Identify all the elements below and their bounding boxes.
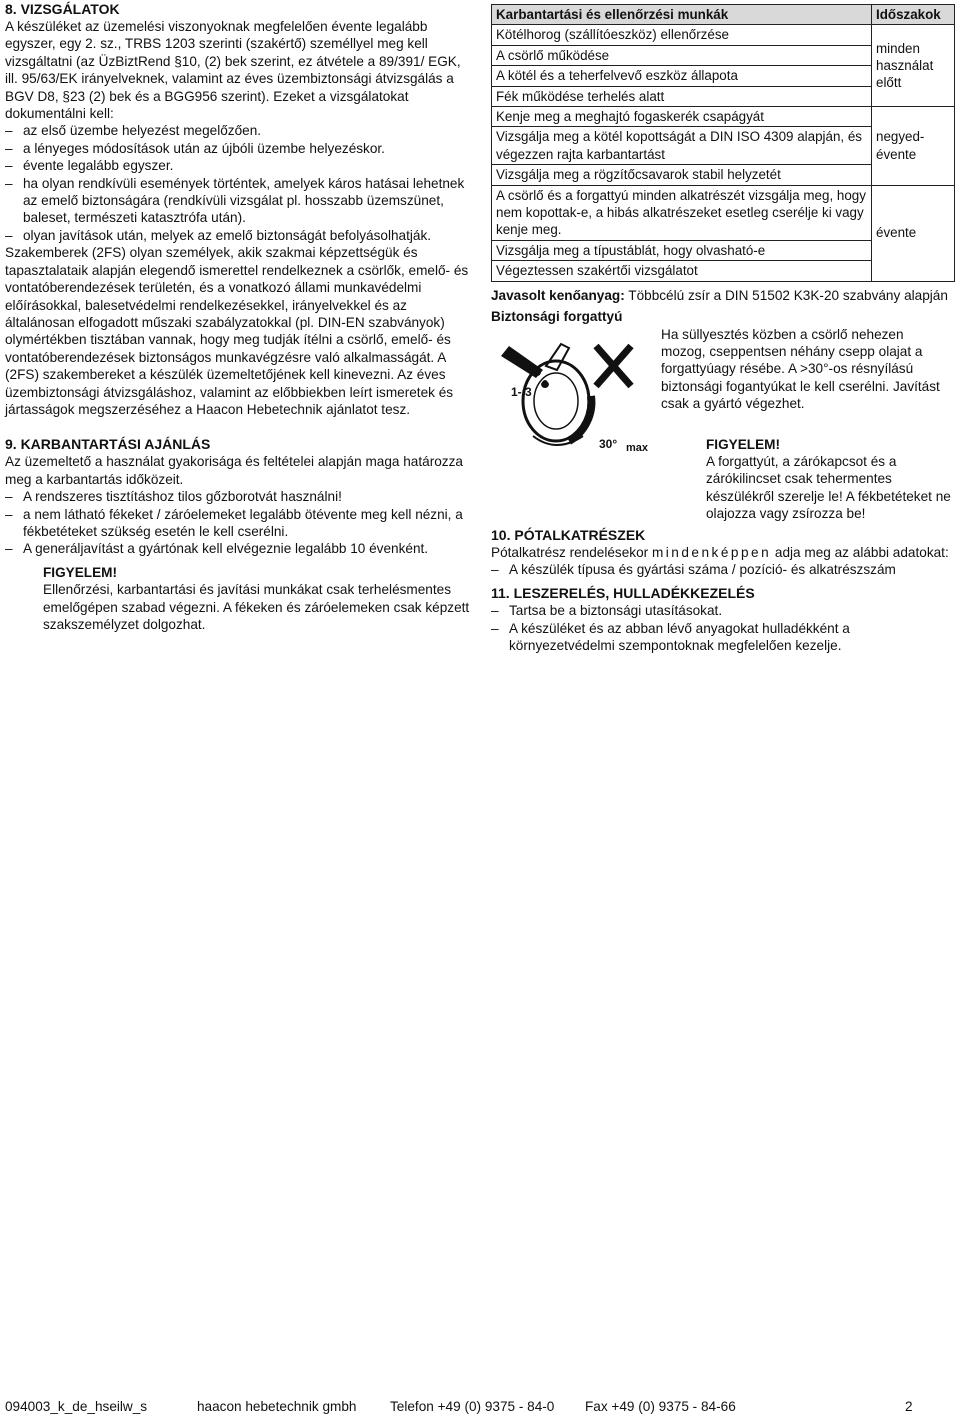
table-header-work: Karbantartási és ellenőrzési munkák: [492, 5, 872, 25]
table-cell: Kötélhorog (szállítóeszköz) ellenőrzése: [492, 25, 872, 45]
list-item: – Tartsa be a biztonsági utasításokat.: [491, 602, 955, 619]
section-8-list: [5, 122, 470, 244]
section-11-title: 11. LESZERELÉS, HULLADÉKKEZELÉS: [491, 585, 755, 602]
list-item: – A rendszeres tisztításhoz tilos gőzborotvát használni!: [5, 488, 470, 505]
table-header-period: Időszakok: [872, 5, 955, 25]
section-10-title: 10. PÓTALKATRÉSZEK: [491, 526, 646, 543]
warning-title: FIGYELEM!: [706, 436, 781, 452]
table-cell: Vizsgálja meg a kötél kopottságát a DIN ISO 4309 alapján, és végezzen rajta karbantartást: [492, 127, 872, 165]
footer-docid: 094003_k_de_hseilw_s: [5, 1399, 148, 1414]
list-item: – az első üzembe helyezést megelőzően.: [5, 122, 470, 139]
table-cell: Vizsgálja meg a rögzítőcsavarok stabil helyzetét: [492, 165, 872, 185]
list-item: – A generáljavítást a gyártónak kell elvégeznie legalább 10 évenként.: [5, 540, 470, 557]
footer-page-number: 2: [905, 1399, 913, 1414]
table-cell: Fék működése terhelés alatt: [492, 86, 872, 106]
list-item: – a lényeges módosítások után az újbóli üzembe helyezéskor.: [5, 140, 470, 157]
footer-company: haacon hebetechnik gmbh: [197, 1399, 357, 1414]
period-cell: minden használat előtt: [872, 25, 955, 107]
section-11-list: [491, 602, 955, 654]
safety-crank-title: Biztonsági forgattyú: [491, 309, 623, 325]
period-cell: negyed-évente: [872, 107, 955, 186]
table-cell: A kötél és a teherfelvevő eszköz állapota: [492, 66, 872, 86]
list-item: – A készüléket és az abban lévő anyagokat hulladékként a környezetvédelmi szempontoknak megfelelően kezelje.: [491, 620, 955, 655]
section-9-intro: Az üzemeltető a használat gyakorisága és feltételei alapján maga határozza meg a karbantartás időközeit.: [5, 454, 463, 487]
table-cell: A csörlő működése: [492, 45, 872, 65]
table-cell: Végeztessen szakértői vizsgálatot: [492, 261, 872, 281]
list-item: – évente legalább egyszer.: [5, 157, 470, 174]
section-10-intro-b: adja meg az alábbi adatokat:: [774, 544, 949, 560]
right-column: [491, 4, 955, 655]
section-10-intro-a: Pótalkatrész rendelésekor: [491, 544, 649, 560]
warning-text: Ellenőrzési, karbantartási és javítási munkákat csak terhelésmentes emelőgépen szabad végezni. A fékeken és záróelemeken csak képzett szakszemélyzet dolgozhat.: [43, 582, 470, 632]
section-10-list: [491, 561, 955, 578]
section-9-list: [5, 488, 470, 558]
section-9-warning: [5, 564, 470, 634]
section-10-emphasis: mindenképpen: [651, 544, 772, 560]
lubricant-text: Többcélú zsír a DIN 51502 K3K-20 szabvány alapján: [628, 287, 948, 303]
list-item: – ha olyan rendkívüli események történtek, amelyek káros hatásai lehetnek az emelő biztonságára (rendkívüli vizsgálat pl. hosszabb üzemszünet, baleset, természeti katasztrófa után).: [5, 175, 470, 227]
table-cell: A csörlő és a forgattyú minden alkatrészét vizsgálja meg, hogy nem kopottak-e, a hibás alkatrészeket esetleg cserélje ki vagy kenje meg.: [492, 185, 872, 240]
drops-label: 1- 3: [511, 384, 532, 399]
section-8-title: 8. VIZSGÁLATOK: [5, 1, 120, 17]
warning-text: A forgattyút, a zárókapcsot és a zárókilincset csak tehermentes készülékről szerelje le! A fékbetéteket ne olajozza vagy zsírozza be!: [706, 453, 951, 522]
oil-drop-icon: [541, 380, 549, 388]
safety-crank-text: Ha süllyesztés közben a csörlő nehezen mozog, cseppentsen néhány csepp olajat a forgattyúagy résébe. A >30°-os résnyílású biztonsági fogantyúkat le kell cserélni. Javítást csak a gyártó végezhet.: [661, 326, 940, 412]
section-8-intro: A készüléket az üzemelési viszonyoknak megfelelően évente legalább egyszer, egy 2. sz., TRBS 1203 szerinti (szakértő) személlyel meg kell vizsgáltatni (az ÜzBiztRend §10, (2) bek szerint, ez átvétele a 89/391/ EGK, ill. 95/63/EK irányelveknek, valamint az éves üzembiztonsági átvizsgálás a BGV D8, §23 (2) bek és a BGG956 szerint). Ezeket a vizsgálatokat dokumentálni kell:: [5, 19, 461, 122]
period-cell: évente: [872, 185, 955, 281]
lubricant-note: [491, 287, 955, 304]
footer-phone: Telefon +49 (0) 9375 - 84-0: [390, 1399, 555, 1414]
angle-label: 30°: [599, 436, 618, 451]
left-column: [5, 0, 470, 633]
table-cell: Vizsgálja meg a típustáblát, hogy olvasható-e: [492, 240, 872, 260]
table-cell: Kenje meg a meghajtó fogaskerék csapágyát: [492, 107, 872, 127]
list-item: – A készülék típusa és gyártási száma / pozíció- és alkatrészszám: [491, 561, 955, 578]
section-9-title: 9. KARBANTARTÁSI AJÁNLÁS: [5, 436, 211, 453]
footer-fax: Fax +49 (0) 9375 - 84-66: [585, 1399, 736, 1414]
lubricant-label: Javasolt kenőanyag:: [491, 287, 625, 303]
list-item: – a nem látható fékeket / záróelemeket legalább ötévente meg kell nézni, a fékbetéteket szükség esetén le kell cserélni.: [5, 506, 470, 541]
angle-max-label: max: [626, 441, 649, 454]
list-item: – olyan javítások után, melyek az emelő biztonságát befolyásolhatják.: [5, 227, 470, 244]
section-10-intro: [491, 544, 955, 561]
maintenance-table: [491, 4, 955, 282]
safety-warning: [706, 436, 951, 523]
safety-crank-illustration: [491, 326, 651, 456]
warning-title: FIGYELEM!: [43, 564, 118, 580]
safety-crank-block: [491, 326, 955, 526]
section-8-experts: Szakemberek (2FS) olyan személyek, akik szakmai képzettségük és tapasztalataik alapján elegendő ismerettel rendelkeznek a csörlők, emelő- és vontatóberendezések területén, és a vonatkozó állami munkavédelmi előírásokkal, balesetvédelmi rendelkezésekkel, irányelvekkel és az általánosan elfogadott műszaki szabályzatokkal (pl. DIN-EN szabványok) olymértékben tisztában vannak, hogy meg tudják ítélni a csörlő, emelő- és vontatóberendezések biztonságos munkavégzésre való alkalmasságát. A (2FS) szakembereket a készülék üzemeltetőjének kell kinevezni. Az éves üzembiztonsági átvizsgáláshoz, valamint az előbbiekben leírt ismeretek és jártasságok megszerzéséhez a Haacon Hebetechnik ajánlatot tesz.: [5, 245, 469, 417]
